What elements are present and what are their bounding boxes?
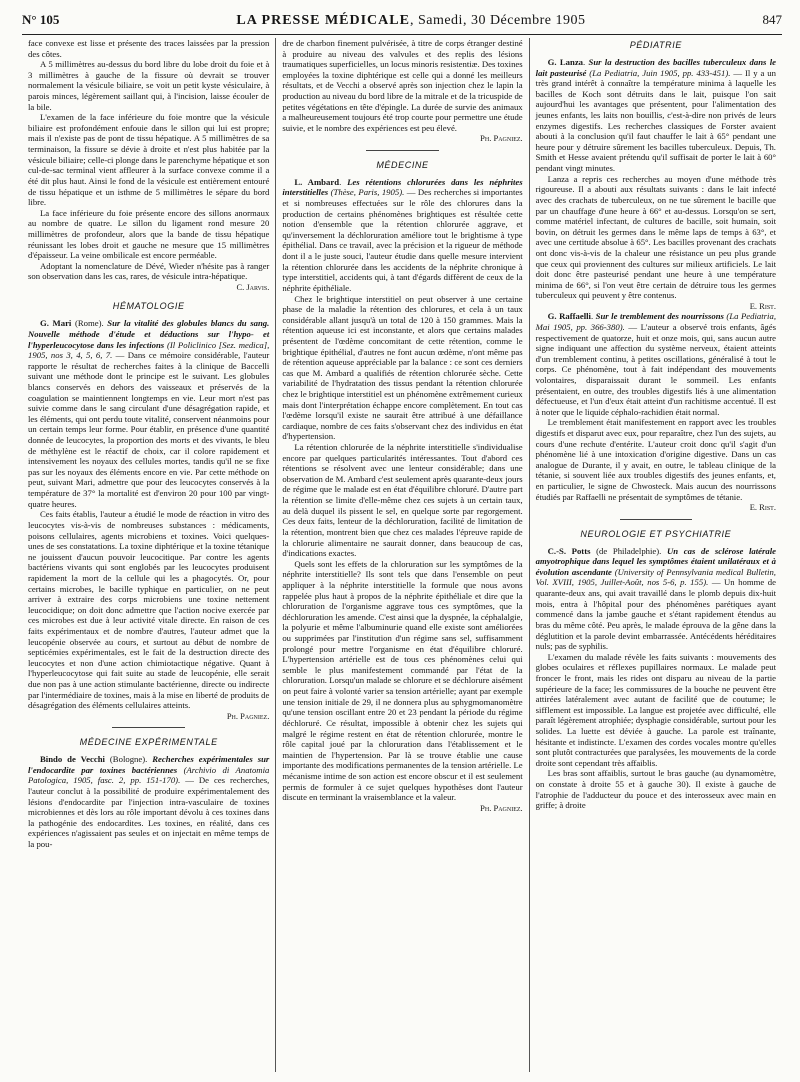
column-3 — [529, 38, 782, 1072]
column-2 — [275, 38, 528, 1072]
article-city: (Bologne). — [104, 754, 153, 765]
journal-title: LA PRESSE MÉDICALE — [236, 13, 410, 28]
article-author: Bindo de Vecchi — [40, 754, 105, 765]
section-heading-pediatrie: PÉDIATRIE — [629, 40, 682, 50]
author-signature: Ph. Pagniez. — [226, 710, 270, 721]
section-heading-hematologie: HÉMATOLOGIE — [112, 301, 185, 312]
paragraph: A 5 millimètres au-dessus du bord libre du lobe droit du foie et à 3 millimètres à gauche de la fissure où devrait se trouver normalement la vésicule biliaire, se voit un petit kyste vésiculaire, à parois minces, légèrement saillant qui, à l'incision, laisse écouler de la bile. — [28, 59, 270, 112]
article-title: Un cas de sclérose latérale amyotrophique dans lequel les symptômes étaient unilatéraux et à évolution ascendante — [535, 545, 776, 577]
divider — [366, 150, 438, 151]
columns — [22, 38, 782, 1072]
paragraph: Lanza a repris ces recherches au moyen d'une méthode très rigoureuse. Il a abouti aux résultats suivants : dans le lait infecté avec des crachats de tuberculeux, on ne tue sûrement le bacille que par un chauffage d'une heure à 66° et au-dessus. Lorsqu'on se sert, comme matériel infectant, de cultures de bacille, soit humain, soit bovin, on détruit les germes dans le même laps de temps à 63°, et avec une certitude absolue à 65°. Les bacilles provenant des crachats ont donc vis-à-vis de la chaleur une résistance un peu plus grande que ceux qui proviennent des cultures sur milieux artificiels. Le lait doit donc être pasteurisé pendant une heure à une température minima de 66°, si l'on veut être certain de détruire tous les germes tuberculeux qui peuvent y être contenus. — [535, 173, 776, 301]
issue-number: N° 105 — [22, 12, 60, 27]
author-signature: Ph. Pagniez. — [480, 133, 523, 144]
article-reference: (University of Pennsylvania medical Bulletin, Vol. XVIII, 1905, Juillet-Août, nos 5-6, p. 155). — [535, 566, 776, 588]
author-signature: C. Jarvis. — [236, 282, 270, 293]
article-reference: (Thèse, Paris, 1905). — [328, 187, 405, 198]
article-heading — [536, 546, 776, 652]
paragraph: L'examen du malade révèle les faits suivants : mouvements des globes oculaires et réflexes pupillaires normaux. Le malade peut froncer le front, mais les rides ont disparu au niveau de la partie supérieure de la face; les commissures de la bouche ne peuvent être attirées latéralement avec autant de facilité que de coutume; le sifflement est impossible. La langue est projetée avec difficulté, elle paraît légèrement atrophiée; dysphagie considérable, surtout pour les solides. La luette est déviée à gauche. La parole est traînante, hésitante et indistincte. L'examen des cordes vocales montre qu'elles sont plutôt contracturées que paralysées, les mouvements de la corde droite sont cependant très affaiblis. — [535, 651, 776, 768]
article-title: Sur la destruction des bacilles tuberculeux dans le lait pasteurisé — [535, 56, 776, 78]
paragraph: Quels sont les effets de la chloruration sur les symptômes de la néphrite interstitielle? Ils sont tels que dans l'ensemble on peut appliquer à la néphrite interstitielle la formule que nous avons rappelée plus haut à propos de la néphrite épithéliale et dire que la chloruration de l'organisme aggrave tous ces symptômes, que la déchloruration les amende. C'est ainsi que la dyspnée, la céphalalgie, la polyurie et même l'albuminurie quand elle existe sont améliorées ou supprimées par l'institution d'un régime sans sel, suffisamment prolongé pour mettre l'organisme en état d'équilibre chloruré. L'hypertension artérielle est de tous ces phénomènes celui qui semble le plus manifestement commandé par l'état de la chloruration. Lorsqu'un malade se chlorure et se déchlorure aisément on peut faire à volonté varier sa tension artérielle; ayant par exemple une tension initiale de 29, il ne donnera plus au sphygmomanomètre qu'une tension oscillant entre 20 et 23 pendant la période du régime déchloruré. Ce résultat, impossible à obtenir chez les sujets qui malgré le régime restent en état de rétention chlorurée, montre le rôle capital joué par la chloruration dans l'établissement et le maintien de l'hypertension. Par là se trouve établie une cause importante des modifications permanentes de la tension artérielle. Le mécanisme intime de son action est encore obscur et il est seulement permis de formuler à ce sujet quelques hypothèses dont l'auteur discute en terminant la vraisemblance et la valeur. — [282, 558, 523, 803]
article-author: G. Mari — [40, 318, 72, 329]
divider — [112, 727, 184, 728]
author-signature: E. Rist. — [749, 300, 776, 311]
masthead — [22, 12, 782, 35]
article-body: — Des recherches si importantes et si nombreuses effectuées sur le rôle des chlorures dans la production de certains phénomènes brightiques est résultée cette notion d'ensemble que la rétention chlorurée aggrave, et qu'inversement la déchloruration améliore tout le brightisme à type épithélial. Dans ce travail, avec la précision et la rigueur de méthode dont il a le juste souci, l'auteur étudie dans quelle mesure intervient la rétention chlorurée dans les accidents de la néphrite chronique à type interstitiel, accidents qui, à tant d'égards diffèrent de ceux de la néphrite épithéliale. — [282, 187, 523, 293]
paragraph: La face inférieure du foie présente encore des sillons anormaux au nombre de quatre. Le sillon du ligament rond mesure 20 millimètres de profondeur, alors que la bande de tissu hépatique réunissant les lobes droit et gauche ne mesure que 15 millimètres d'épaisseur. La veine ombilicale est encore perméable. — [28, 207, 270, 261]
article-body: — De ces recherches, l'auteur conclut à la possibilité de produire expérimentalement des lésions d'endocardite par l'injection intra-vasculaire de toxines microbiennes et dès lors au rôle important dévolu à ces toxines dans la pathogénie des endocardites. Les toxines, en réalité, dans ces expériences n'agissaient pas seules et on injectait en même temps de la pou- — [28, 775, 270, 850]
paragraph: Adoptant la nomenclature de Dévé, Wieder n'hésite pas à ranger son observation dans les cas, rares, de vésicule intra-hépatique. — [28, 260, 270, 282]
paragraph: dre de charbon finement pulvérisée, à titre de corps étranger destiné à produire au niveau des valvules et des replis des lésions traumatiques superficielles, un locus minoris resistentiæ. Des toxines employées la toxine diphtérique est celle qui a donné les meilleurs résultats, et de Vecchi a observé après son injection chez le lapin la production au niveau du bord libre de la mitrale et de la tricuspide de petites végétations en tête d'épingle. La durée de survie des animaux a malheureusement toujours été trop courte pour permettre une étude suivie, et le nombre des expériences est peu élevé. — [282, 38, 523, 133]
article-title: Sur le tremblement des nourrissons — [595, 311, 724, 322]
article-heading — [28, 318, 269, 509]
article-body: — Dans ce mémoire considérable, l'auteur rapporte le résultat de recherches faites à la clinique de Baccelli suivant une méthode dont le principe est le suivant. Les globules blancs conservés en dehors des vaisseaux et préservés de la coagulation se maintiennent longtemps en vie. Leur mort n'est pas suivie comme dans le sang circulant d'une désagrégation rapide, et les éléments, qui ont perdu toute vitalité, conservent néanmoins pour un certain temps leur forme. Pour établir, en présence d'une quantité donnée de leucocytes, la proportion des morts et des vivants, le bleu de méthylène est le réactif de choix, car il colore rapidement et intensivement les noyaux des cellules mortes, tandis qu'il ne se fixe pas sur les noyaux des éléments encore en vie. Par cette méthode on peut, suivant Mari, admettre que pour des leucocytes conservés à la température de 37° la mortalité est d'environ 20 pour 100 par vingt-quatre heures. — [28, 350, 270, 509]
article-body: — L'auteur a observé trois enfants, âgés respectivement de quatorze, huit et onze mois, qui, sans aucun autre signe indiquant une affection du système nerveux, étaient atteints d'un tremblement continu, à petites oscillations, généralisé à tout le corps. Ce phénomène, tout à fait indépendant des mouvements volontaires, disparaissait durant le sommeil. Les enfants présentaient, en outre, des troubles digestifs liés à une alimentation défectueuse, et l'un d'eux était atteint d'un rachitisme accentué. Il est à noter que le liquide céphalo-rachidien était normal. — [535, 321, 776, 417]
article-body: — Il y a un très grand intérêt à connaître la température minima à laquelle les bacilles de Koch sont détruits dans le lait, puisque l'on sait aujourd'hui les avantages que présentent, pour l'alimentation des jeunes enfants, les laits non bouillis, c'est-à-dire non privés de leurs enzymes digestifs. Les recherches classiques de Forster avaient abouti à la conclusion qu'il faut chauffer le lait à 65° pendant une heure pour y détruire sûrement les bacilles tuberculeux. Depuis, Th. Smith et Hesse avaient prétendu qu'il suffisait de porter le lait à 60° pendant vingt minutes. — [535, 67, 776, 174]
paragraph: face convexe est lisse et présente des traces laissées par la pression des côtes. — [28, 38, 270, 59]
article-author: G. Lanza — [547, 56, 584, 67]
article-reference: (La Pediatria, Juin 1905, pp. 433-451). — [586, 67, 731, 78]
issue-date: , Samedi, 30 Décembre 1905 — [409, 13, 586, 28]
article-author: C.-S. Potts — [547, 545, 591, 556]
divider — [620, 519, 692, 520]
paragraph: Les bras sont affaiblis, surtout le bras gauche (au dynamomètre, on constate à droite 55 et à gauche 30). Il existe à gauche de l'atrophie de l'adducteur du pouce et des interosseux avec main en griffe; à droite — [535, 768, 776, 811]
article-author: L. Ambard — [294, 176, 340, 187]
paragraph: Chez le brightique interstitiel on peut observer à une certaine phase de la maladie la rétention des chlorures, et cela à un taux considérable allant jusqu'à un total de 120 à 150 grammes. Mais la rétention aqueuse ici est inconstante, et alors que certains malades présentent de l'œdème concomitant de cette rétention, comme le brightique épithélial, d'autres ne font aucun œdème, n'ont même pas de rétention aqueuse appréciable par la balance : ce sont ces derniers cas que M. Ambard a qualifiés de rétention chlorurée sèche. Cette variabilité de l'hydratation des tissus pendant la rétention chlorurée chez le brightique interstitiel est un phénomène extrêmement curieux mais dont l'interprétation échappe encore complètement. En tout cas l'œdème lorsqu'il existe ne saurait être attribué à une défaillance cardiaque, nombre de ces faits s'observant chez des individus en état d'hypertension. — [282, 293, 523, 442]
column-1 — [22, 38, 275, 1072]
paragraph: Le tremblement était manifestement en rapport avec les troubles digestifs et disparut avec eux, pour reparaître, chez l'un des sujets, au cours d'une rechute d'entérite. L'auteur croit donc qu'il s'agit d'un phénomène lié à une intoxication d'origine digestive. Dans un cas analogue de Durante, il y avait, en outre, le tableau clinique de la tétanie, si souvent liée aux troubles digestifs des jeunes enfants, et, en particulier, le signe de Chwosteck. Mais aucun des nourrissons étudiés par Raffaelli ne présentait de symptômes de tétanie. — [535, 417, 776, 502]
article-title: Recherches expérimentales sur l'endocardite par toxines bactériennes — [28, 754, 270, 775]
article-author: G. Raffaelli — [547, 311, 591, 322]
article-body: — Un homme de quarante-deux ans, qui avait travaillé dans le plomb depuis dix-huit mois, entra à l'hôpital pour des phénomènes parétiques ayant commencé dans la jambe gauche et s'étant rapidement étendus au bras du même côté. Peu après, le malade éprouva de la gêne dans la déglutition et la parole devint embarrassée. Antécédents héréditaires nuls; pas de syphilis. — [535, 577, 776, 652]
paragraph: Ces faits établis, l'auteur a étudié le mode de réaction in vitro des leucocytes vis-à-vis de nombreuses substances : médicaments, poisons cellulaires, agents microbiens et toxines. Voici quelques-unes de ses constatations. La toxine diphtérique et la toxine tétanique ne jouissent d'aucun pouvoir leucocitique. Par contre les agents bactériens vivants qui sont englobés par les leucocytes produisent rapidement la mort de la cellule qui les a phagocytés. Or, pour certains microbes, le bacille typhique en particulier, on ne peut arriver à extraire des corps microbiens une toxine nettement leucocidique; on doit donc admettre que l'action nocive exercée par ces microbes est due à leur activité vitale directe. En raison de ces faits expérimentaux et de nombre d'autres, l'auteur admet que la leucopénie observée au cours, et surtout au début de nombre de septicémies expérimentales, est le fait de la destruction directe des leucocytes et non d'une action chimiotactique négative. Quant à l'hyperleucocytose qui fait suite au stade de leucopénie, elle serait due non pas à une action stimulante bactérienne, directe ou indirecte par l'intermédiaire de toxines, mais à la mise en liberté de produits de désagrégation des éléments cellulaires atteints. — [28, 509, 270, 711]
author-signature: Ph. Pagniez. — [480, 802, 523, 813]
article-reference: (Il Policlinico [Sez. medica], 1905, nos 3, 4, 5, 6, 7. — [28, 339, 270, 361]
paragraph: La rétention chlorurée de la néphrite interstitielle s'individualise encore par quelques particularités intéressantes. Tout d'abord ces rétentions se résolvent avec une lenteur considérable; dans une observation de M. Ambard c'est seulement après quarante-deux jours de régime que le malade est en état d'équilibre chloruré. D'autre part la rétention se limite d'elle-même chez ces sujets à un certain taux, au delà duquel ils pissent le sel, en quelque sorte par regorgement. Ces deux faits, lenteur de la déchloruration, facilité de limitation de la rétention, montrent bien que chez ces malades l'épreuve rapide de la chlorurie alimentaire ne saurait donner, dans beaucoup de cas, d'indications exactes. — [282, 442, 523, 559]
section-heading-medecine-experimentale: MÉDECINE EXPÉRIMENTALE — [79, 737, 218, 748]
section-heading-neurologie: NEUROLOGIE ET PSYCHIATRIE — [580, 528, 732, 539]
article-title: Sur la vitalité des globules blancs du sang. Nouvelle méthode d'étude et déductions sur l'hypo- et l'hyperleucocytose dans les infections — [28, 318, 270, 350]
page-number: 847 — [762, 12, 782, 27]
article-title: Les rétentions chlorurées dans les néphrites interstitielles — [282, 176, 523, 198]
article-reference: (Archivio di Anatomia Patologica, 1905, fasc. 2, pp. 151-170). — [28, 764, 270, 786]
article-heading: G. Lanza. Sur la destruction des bacilles tuberculeux dans le lait pasteurisé (La Pediatria, Juin 1905, pp. 433-451). — Il y a un très grand intérêt à connaître la température minima à laquelle les bacilles de Koch sont détruits dans le lait, puisque l'on sait aujourd'hui les avantages que présentent, pour l'alimentation des jeunes enfants, les laits non bouillis, c'est-à-dire non privés de leurs enzymes digestifs. Les recherches classiques de Forster avaient abouti à la conclusion qu'il faut chauffer le lait à 65° pendant une heure pour y détruire sûrement les bacilles tuberculeux. Depuis, Th. Smith et Hesse avaient prétendu qu'il suffisait de porter le lait à 60° pendant vingt minutes. — [535, 56, 776, 174]
article-heading: L. Ambard. Les rétentions chlorurées dans les néphrites interstitielles (Thèse, Paris, 1905). — Des recherches si importantes et si nombreuses effectuées sur le rôle des chlorures dans la production de certains phénomènes brightiques est résultée cette notion d'ensemble que la rétention chlorurée aggrave, et qu'inversement la déchloruration améliore tout le brightisme à type épithélial. Dans ce travail, avec la précision et la rigueur de méthode dont il a le juste souci, l'auteur étudie dans quelle mesure intervient la rétention chlorurée dans les accidents de la néphrite chronique à type interstitiel, accidents qui, à tant d'égards diffèrent de ceux de la néphrite épithéliale. — [282, 176, 523, 293]
author-signature: E. Rist. — [749, 502, 776, 513]
paragraph: L'examen de la face inférieure du foie montre que la vésicule biliaire est profondément enfouie dans le sillon qui lui est propre; mais il n'existe pas de pont de tissu hépatique. A 5 millimètres de sa terminaison, la fissure se dévie à droite et n'est plus habitée par la vésicule biliaire; celle-ci plonge dans le parenchyme hépatique et son cul-de-sac terminal vient affleurer à la surface convexe comme il a été dit plus haut. Ainsi le fond de la vésicule est entièrement entouré de tissu hépatique et un isthme de 5 millimètres le sépare du bord libre. — [28, 112, 270, 208]
article-heading: G. Raffaelli. Sur le tremblement des nourrissons (La Pediatria, Mai 1905, pp. 366-380). — L'auteur a observé trois enfants, âgés respectivement de quatorze, huit et onze mois, qui, sans aucun autre signe indiquant une affection du système nerveux, étaient atteints d'un tremblement continu, à petites oscillations, généralisé à tout le corps. Ce phénomène, tout à fait indépendant des mouvements volontaires, disparaissait durant le sommeil. Les enfants présentaient, en outre, des troubles digestifs liés à une alimentation défectueuse, et l'un d'eux était atteint d'un rachitisme accentué. Il est à noter que le liquide céphalo-rachidien était normal. — [535, 311, 776, 417]
section-heading-medecine: MÉDECINE — [376, 159, 429, 170]
article-city: (de Philadelphie). — [590, 545, 668, 556]
article-reference: (La Pediatria, Mai 1905, pp. 366-380). — [535, 311, 776, 332]
article-heading — [28, 754, 269, 849]
journal-header — [236, 13, 585, 29]
article-city: (Rome). — [71, 318, 108, 329]
